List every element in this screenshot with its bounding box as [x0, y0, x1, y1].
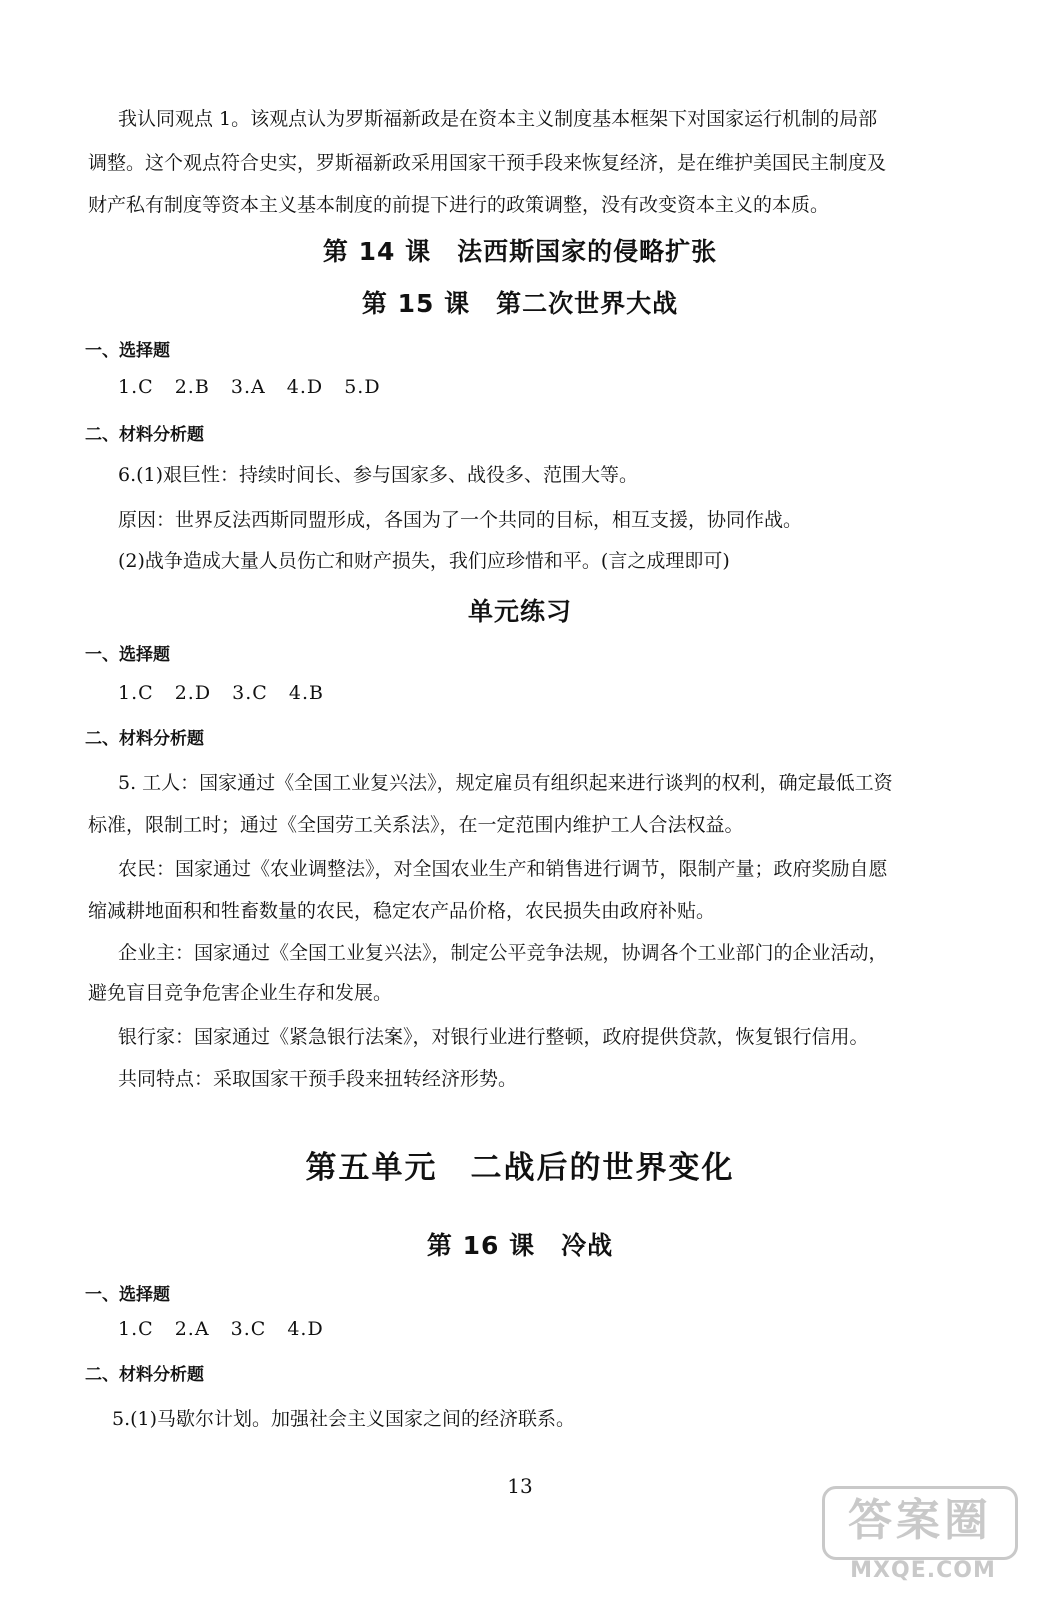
- banker-line: 银行家：国家通过《紧急银行法案》，对银行业进行整顿，政府提供贷款，恢复银行信用。: [118, 1026, 869, 1048]
- answer-item: 2.B: [174, 376, 210, 398]
- q6-part2: (2)战争造成大量人员伤亡和财产损失，我们应珍惜和平。(言之成理即可): [118, 550, 730, 572]
- answer-item: 3.A: [230, 376, 266, 398]
- watermark-url: MXQE.COM: [850, 1558, 996, 1583]
- q6-part1: 6.(1)艰巨性：持续时间长、参与国家多、战役多、范围大等。: [118, 464, 639, 486]
- intro-line-1: 我认同观点 1。该观点认为罗斯福新政是在资本主义制度基本框架下对国家运行机制的局部: [118, 108, 878, 130]
- intro-line-3: 财产私有制度等资本主义基本制度的前提下进行的政策调整，没有改变资本主义的本质。: [88, 194, 830, 216]
- owner-line-1: 企业主：国家通过《全国工业复兴法》，制定公平竞争法规，协调各个工业部门的企业活动，: [118, 942, 888, 964]
- section-heading-choice: 一、选择题: [85, 341, 170, 361]
- section-heading-choice: 一、选择题: [85, 1285, 170, 1305]
- answer-item: 3.C: [232, 682, 268, 704]
- answer-list: [118, 1318, 338, 1340]
- section-heading-material: 二、材料分析题: [85, 425, 204, 445]
- common-line: 共同特点：采取国家干预手段来扭转经济形势。: [118, 1068, 518, 1090]
- section-heading-material: 二、材料分析题: [85, 1365, 204, 1385]
- owner-line-2: 避免盲目竞争危害企业生存和发展。: [88, 982, 393, 1004]
- q5-part1: 5.(1)马歇尔计划。加强社会主义国家之间的经济联系。: [112, 1408, 576, 1430]
- lesson-16-title: 第 16 课 冷战: [426, 1231, 614, 1260]
- watermark-logo: 答案圈: [822, 1486, 1018, 1560]
- unit-practice-title: 单元练习: [467, 597, 572, 626]
- farmer-line-2: 缩减耕地面积和牲畜数量的农民，稳定农产品价格，农民损失由政府补贴。: [88, 900, 716, 922]
- answer-item: 4.B: [288, 682, 324, 704]
- answer-item: 3.C: [230, 1318, 267, 1340]
- answer-item: 1.C: [118, 1318, 154, 1340]
- lesson-14-title: 第 14 课 法西斯国家的侵略扩张: [322, 237, 718, 266]
- answer-item: 2.A: [174, 1318, 210, 1340]
- watermark: [828, 1486, 1018, 1586]
- answer-item: 4.D: [286, 376, 324, 398]
- q6-reason: 原因：世界反法西斯同盟形成，各国为了一个共同的目标，相互支援，协同作战。: [118, 509, 803, 531]
- section-heading-choice: 一、选择题: [85, 645, 170, 665]
- intro-line-2: 调整。这个观点符合史实，罗斯福新政采用国家干预手段来恢复经济，是在维护美国民主制度及: [88, 152, 887, 174]
- answer-list: [118, 682, 338, 704]
- answer-list: [118, 376, 395, 398]
- answer-item: 4.D: [287, 1318, 324, 1340]
- section-heading-material: 二、材料分析题: [85, 729, 204, 749]
- farmer-line-1: 农民：国家通过《农业调整法》，对全国农业生产和销售进行调节，限制产量；政府奖励自愿: [118, 858, 888, 880]
- worker-line-2: 标准，限制工时；通过《全国劳工关系法》，在一定范围内维护工人合法权益。: [88, 814, 744, 836]
- worker-line-1: 5. 工人：国家通过《全国工业复兴法》，规定雇员有组织起来进行谈判的权利，确定最低工资: [118, 772, 893, 794]
- page-number: 13: [507, 1474, 533, 1498]
- unit-5-title: 第五单元 二战后的世界变化: [305, 1150, 735, 1186]
- answer-item: 2.D: [174, 682, 212, 704]
- answer-item: 5.D: [344, 376, 381, 398]
- answer-item: 1.C: [118, 376, 154, 398]
- lesson-15-title: 第 15 课 第二次世界大战: [361, 289, 679, 318]
- answer-item: 1.C: [118, 682, 154, 704]
